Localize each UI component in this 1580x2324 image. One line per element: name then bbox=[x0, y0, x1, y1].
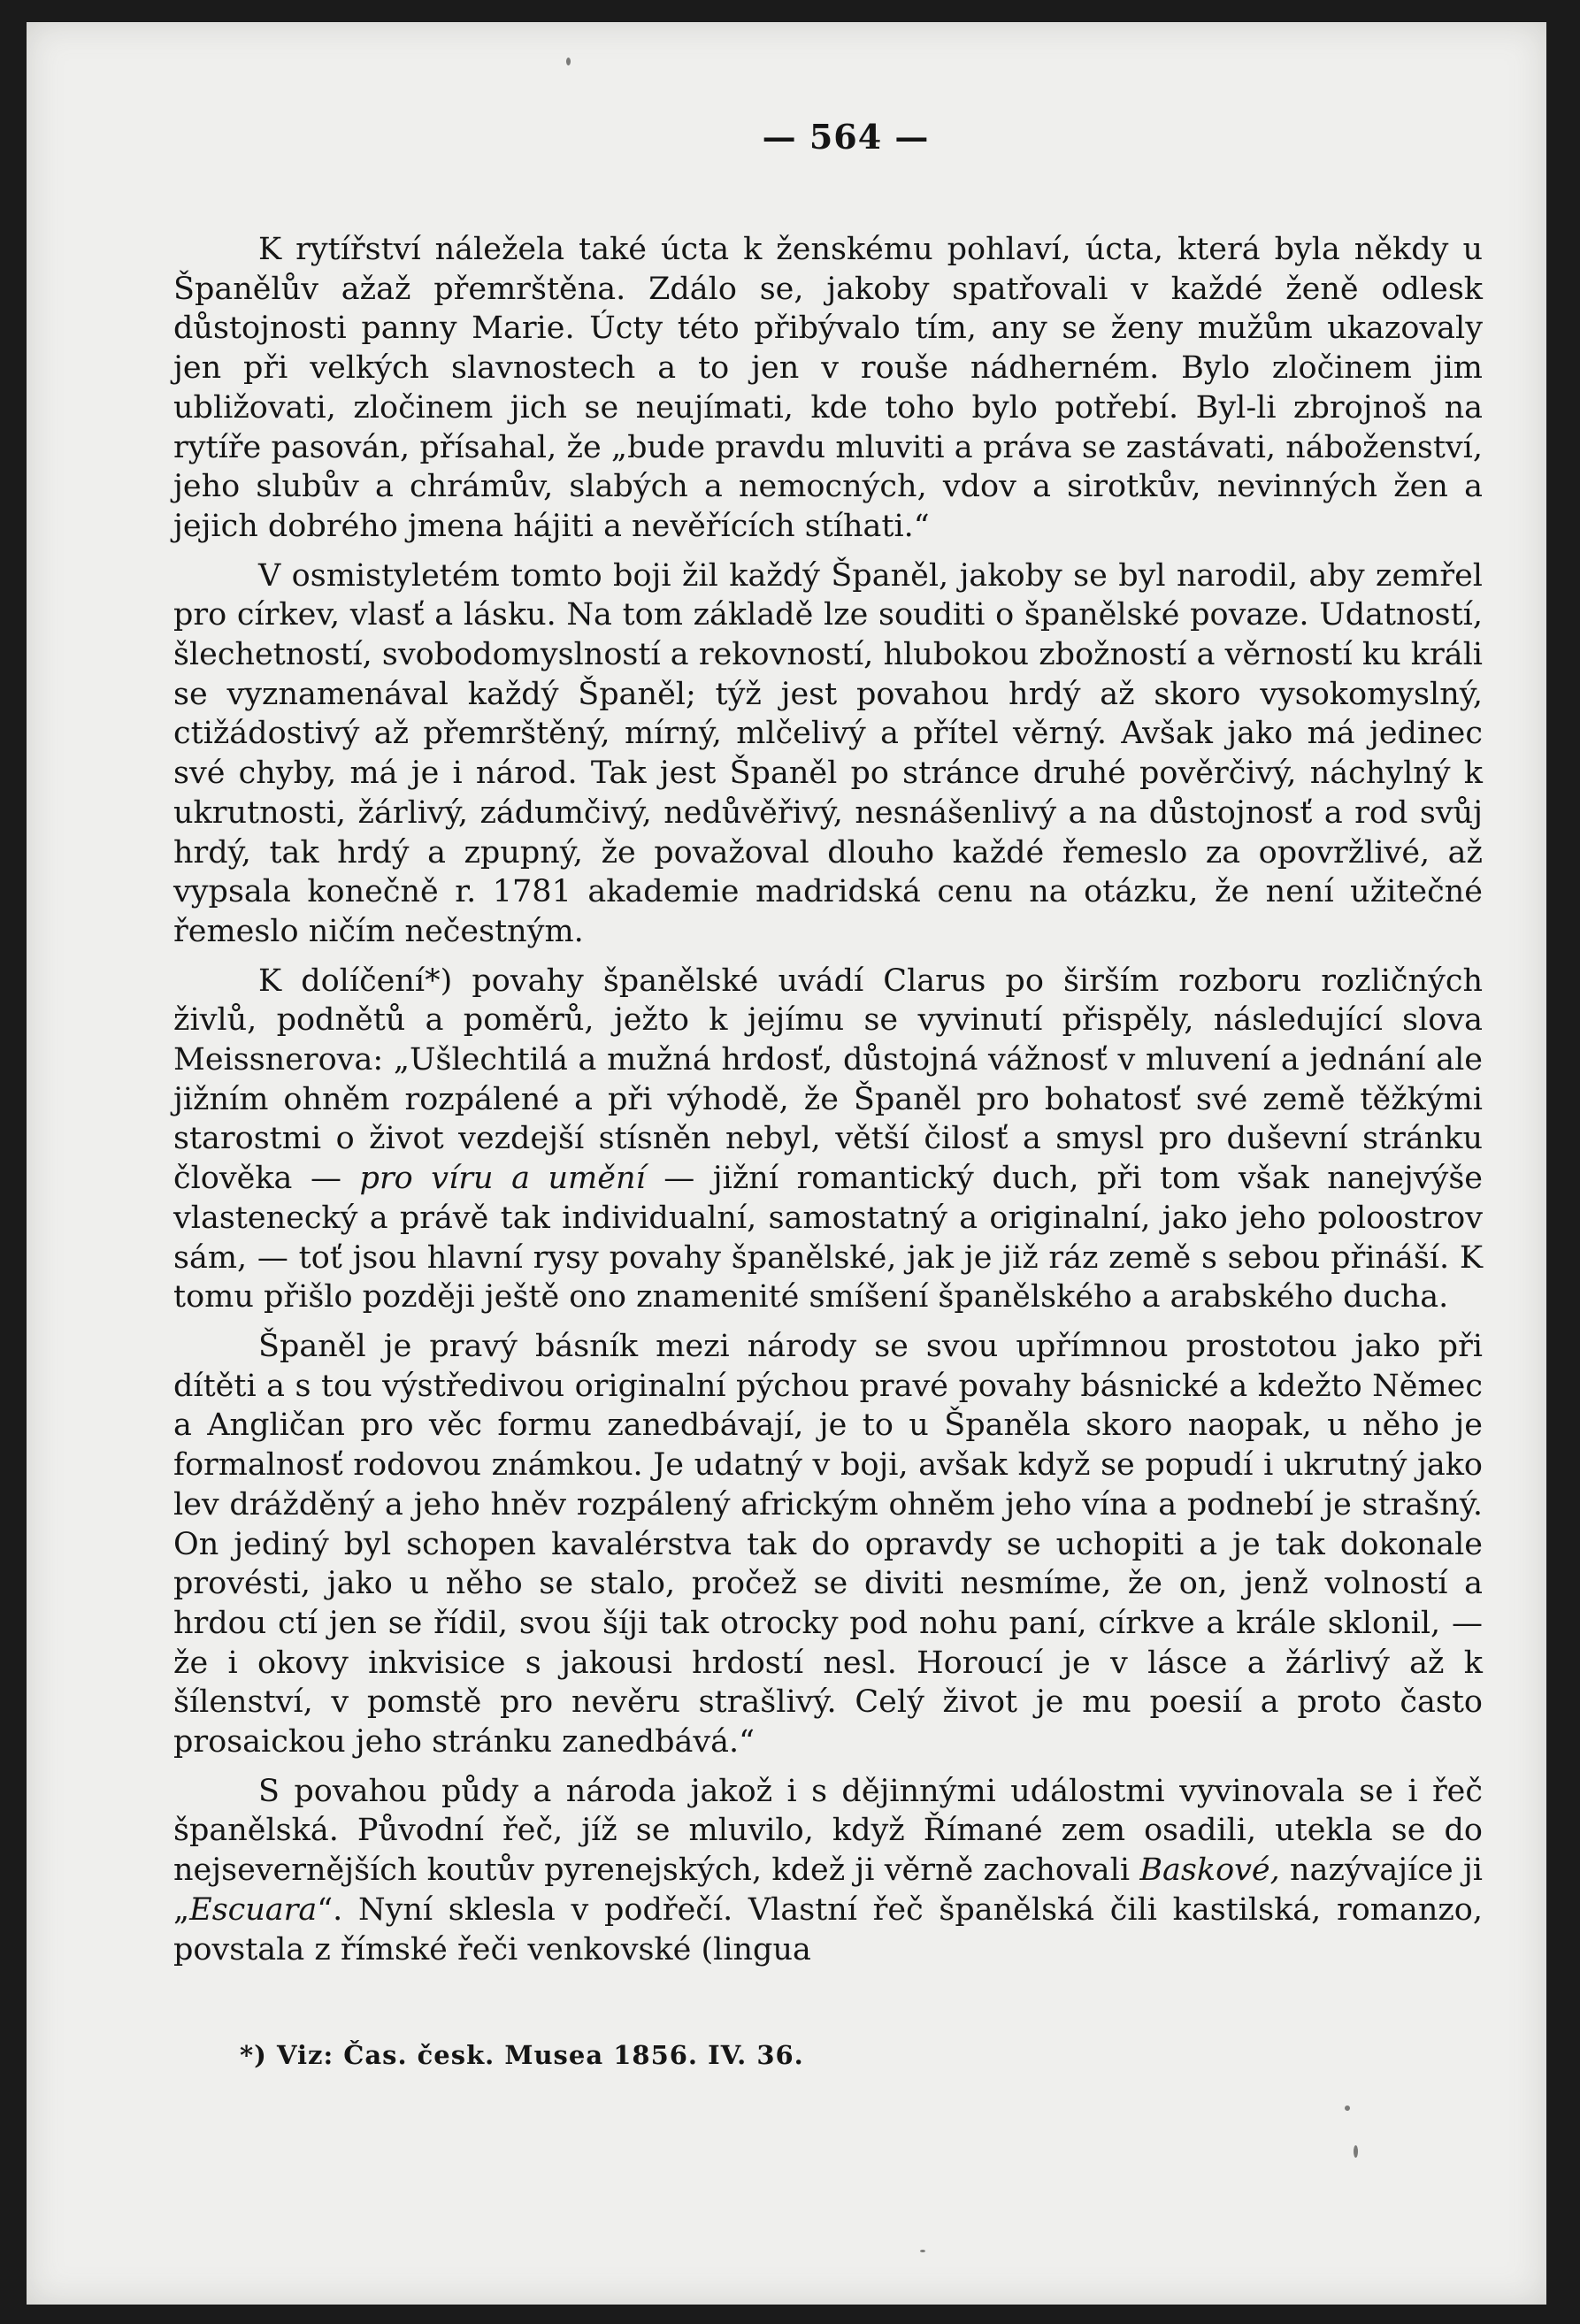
paragraph-text: K rytířství náležela také úcta k ženskému pohlaví, úcta, která byla někdy u Španělův ažaž přemrštěna. Zdálo se, jakoby spatřovali v každé ženě odlesk důstojnosti panny Marie. Úcty této přibývalo tím, any se ženy mužům ukazovaly jen při velkých slavnostech a to jen v rouše nádherném. Bylo zločinem jim ubližovati, zločinem jich se neujímati, kde toho bylo potřebí. Byl-li zbrojnoš na rytíře pasován, přísahal, že „bude pravdu mluviti a práva se zastávati, náboženství, jeho slubův a chrámův, slabých a nemocných, vdov a sirotkův, nevinných žen a jejich dobrého jmena hájiti a nevěřících stíhati.“ bbox=[173, 232, 1483, 544]
print-speck bbox=[920, 2250, 925, 2252]
print-speck bbox=[1345, 2105, 1350, 2111]
footnote: *) Viz: Čas. česk. Musea 1856. IV. 36. bbox=[240, 2040, 804, 2071]
paragraph-text: — jižní romantický duch, při tom však nanejvýše vlastenecký a právě tak individualní, samostatný a originalní, jako jeho poloostrov sám, — toť jsou hlavní rysy povahy španělské, jak je již ráz země s sebou přináší. K tomu přišlo později ještě ono znamenité smíšení španělského a arabského ducha. bbox=[173, 1161, 1483, 1315]
paragraph-p3 bbox=[173, 962, 1483, 1317]
italic-text: Escuara bbox=[189, 1891, 318, 1928]
paragraph-p5 bbox=[173, 1772, 1483, 1970]
paragraph-text: K dolíčení*) povahy španělské uvádí Clarus po širším rozboru rozličných živlů, podnětů a poměrů, ježto k jejímu se vyvinutí přispěly, následující slova Meissnerova: „Ušlechtilá a mužná hrdosť, důstojná vážnosť v mluvení a jednání ale jižním ohněm rozpálené a při výhodě, že Španěl pro bohatosť své země těžkými starostmi o život vezdejší stísněn nebyl, větší čilosť a smysl pro duševní stránku člověka — bbox=[173, 963, 1483, 1197]
italic-text: Baskové, bbox=[1139, 1852, 1280, 1889]
body-text bbox=[173, 230, 1483, 1969]
print-speck bbox=[566, 58, 571, 65]
italic-text: pro víru a umění bbox=[359, 1161, 646, 1197]
page-content bbox=[173, 106, 1483, 2070]
paragraph-p1 bbox=[173, 230, 1483, 547]
paragraph-text: Španěl je pravý básník mezi národy se svou upřímnou prostotou jako při dítěti a s tou výstředivou originalní pýchou pravé povahy básnické a kdežto Němec a Angličan pro věc formu zanedbávají, je to u Španěla skoro naopak, u něho je formalnosť rodovou známkou. Je udatný v boji, avšak když se popudí i ukrutný jako lev drážděný a jeho hněv rozpálený africkým ohněm jeho vína a podnebí je strašný. On jediný byl schopen kavalérstva tak do opravdy se uchopiti a je tak dokonale provésti, jako u něho se stalo, pročež se diviti nesmíme, že on, jenž volností a hrdou ctí jen se řídil, svou šíji tak otrocky pod nohu paní, církve a krále sklonil, — že i okovy inkvisice s jakousi hrdostí nesl. Horoucí je v lásce a žárlivý až k šílenství, v pomstě pro nevěru strašlivý. Celý život je mu poesií a proto často prosaickou jeho stránku zanedbává.“ bbox=[173, 1328, 1483, 1760]
book-page bbox=[27, 22, 1546, 2305]
paragraph-text: S povahou půdy a národa jakož i s dějinnými událostmi vyvinovala se i řeč španělská. Původní řeč, jíž se mluvilo, když Římané zem osadili, utekla se do nejsevernějších koutův pyrenejských, kdež ji věrně zachovali bbox=[173, 1773, 1483, 1889]
paragraph-text: “. Nyní sklesla v podřečí. Vlastní řeč španělská čili kastilská, romanzo, povstala z římské řeči venkovské (lingua bbox=[173, 1891, 1483, 1967]
paragraph-p2 bbox=[173, 556, 1483, 952]
paragraph-p4 bbox=[173, 1327, 1483, 1762]
print-speck bbox=[1354, 2145, 1358, 2158]
page-number: — 564 — bbox=[762, 117, 930, 157]
paragraph-text: V osmistyletém tomto boji žil každý Španěl, jakoby se byl narodil, aby zemřel pro církev, vlasť a lásku. Na tom základě lze souditi o španělské povaze. Udatností, šlechetností, svobodomyslností a rekovností, hlubokou zbožností a věrností ku králi se vyznamenával každý Španěl; týž jest povahou hrdý až skoro vysokomyslný, ctižádostivý až přemrštěný, mírný, mlčelivý a přítel věrný. Avšak jako má jedinec své chyby, má je i národ. Tak jest Španěl po stránce druhé pověrčivý, náchylný k ukrutnosti, žárlivý, zádumčivý, nedůvěřivý, nesnášenlivý a na důstojnosť a rod svůj hrdý, tak hrdý a zpupný, že považoval dlouho každé řemeslo za opovržlivé, až vypsala konečně r. 1781 akademie madridská cenu na otázku, že není užitečné řemeslo ničím nečestným. bbox=[173, 557, 1483, 949]
paragraph-text: nazývajíce ji „ bbox=[173, 1852, 1483, 1928]
